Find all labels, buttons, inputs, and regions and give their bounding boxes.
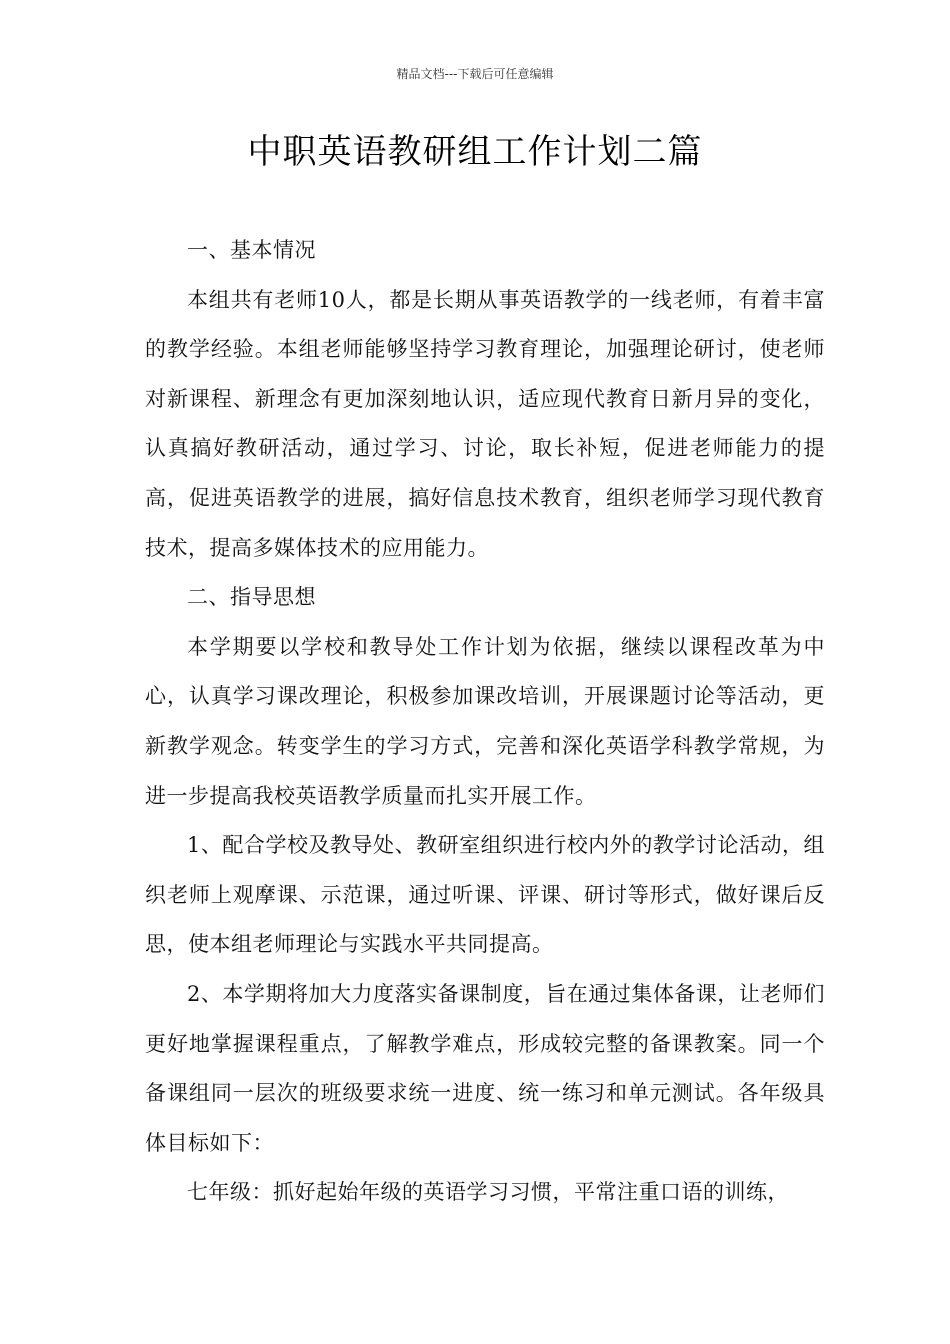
header-note: 精品文档---下载后可任意编辑: [396, 67, 554, 81]
section-heading-guidance: 二、指导思想: [187, 585, 316, 610]
paragraph-guidance: 本学期要以学校和教导处工作计划为依据，继续以课程改革为中心，认真学习课改理论，积极参加课改培训，开展课题讨论等活动，更新教学观念。转变学生的学习方式，完善和深化英语学科教学常规，为进一步提高我校英语教学质量而扎实开展工作。: [145, 634, 825, 808]
paragraph-basic: 本组共有老师10人，都是长期从事英语教学的一线老师，有着丰富的教学经验。本组老师能够坚持学习教育理论，加强理论研讨，使老师对新课程、新理念有更加深刻地认识，适应现代教育日新月异的变化，认真搞好教研活动，通过学习、讨论，取长补短，促进老师能力的提高，促进英语教学的进展，搞好信息技术教育，组织老师学习现代教育技术，提高多媒体技术的应用能力。: [145, 287, 825, 560]
section-heading-basic: 一、基本情况: [187, 238, 316, 262]
document-body: [145, 226, 825, 1218]
paragraph-item-1: 1、配合学校及教导处、教研室组织进行校内外的教学讨论活动，组织老师上观摩课、示范课，通过听课、评课、研讨等形式，做好课后反思，使本组老师理论与实践水平共同提高。: [145, 833, 825, 957]
paragraph-grade-7: 七年级：抓好起始年级的英语学习习惯，平常注重口语的训练，: [187, 1180, 789, 1205]
document-title: 中职英语教研组工作计划二篇: [247, 132, 703, 172]
paragraph-item-2: 2、本学期将加大力度落实备课制度，旨在通过集体备课，让老师们更好地掌握课程重点，了解教学难点，形成较完整的备课教案。同一个备课组同一层次的班级要求统一进度、统一练习和单元测试。各年级具体目标如下：: [145, 981, 825, 1155]
